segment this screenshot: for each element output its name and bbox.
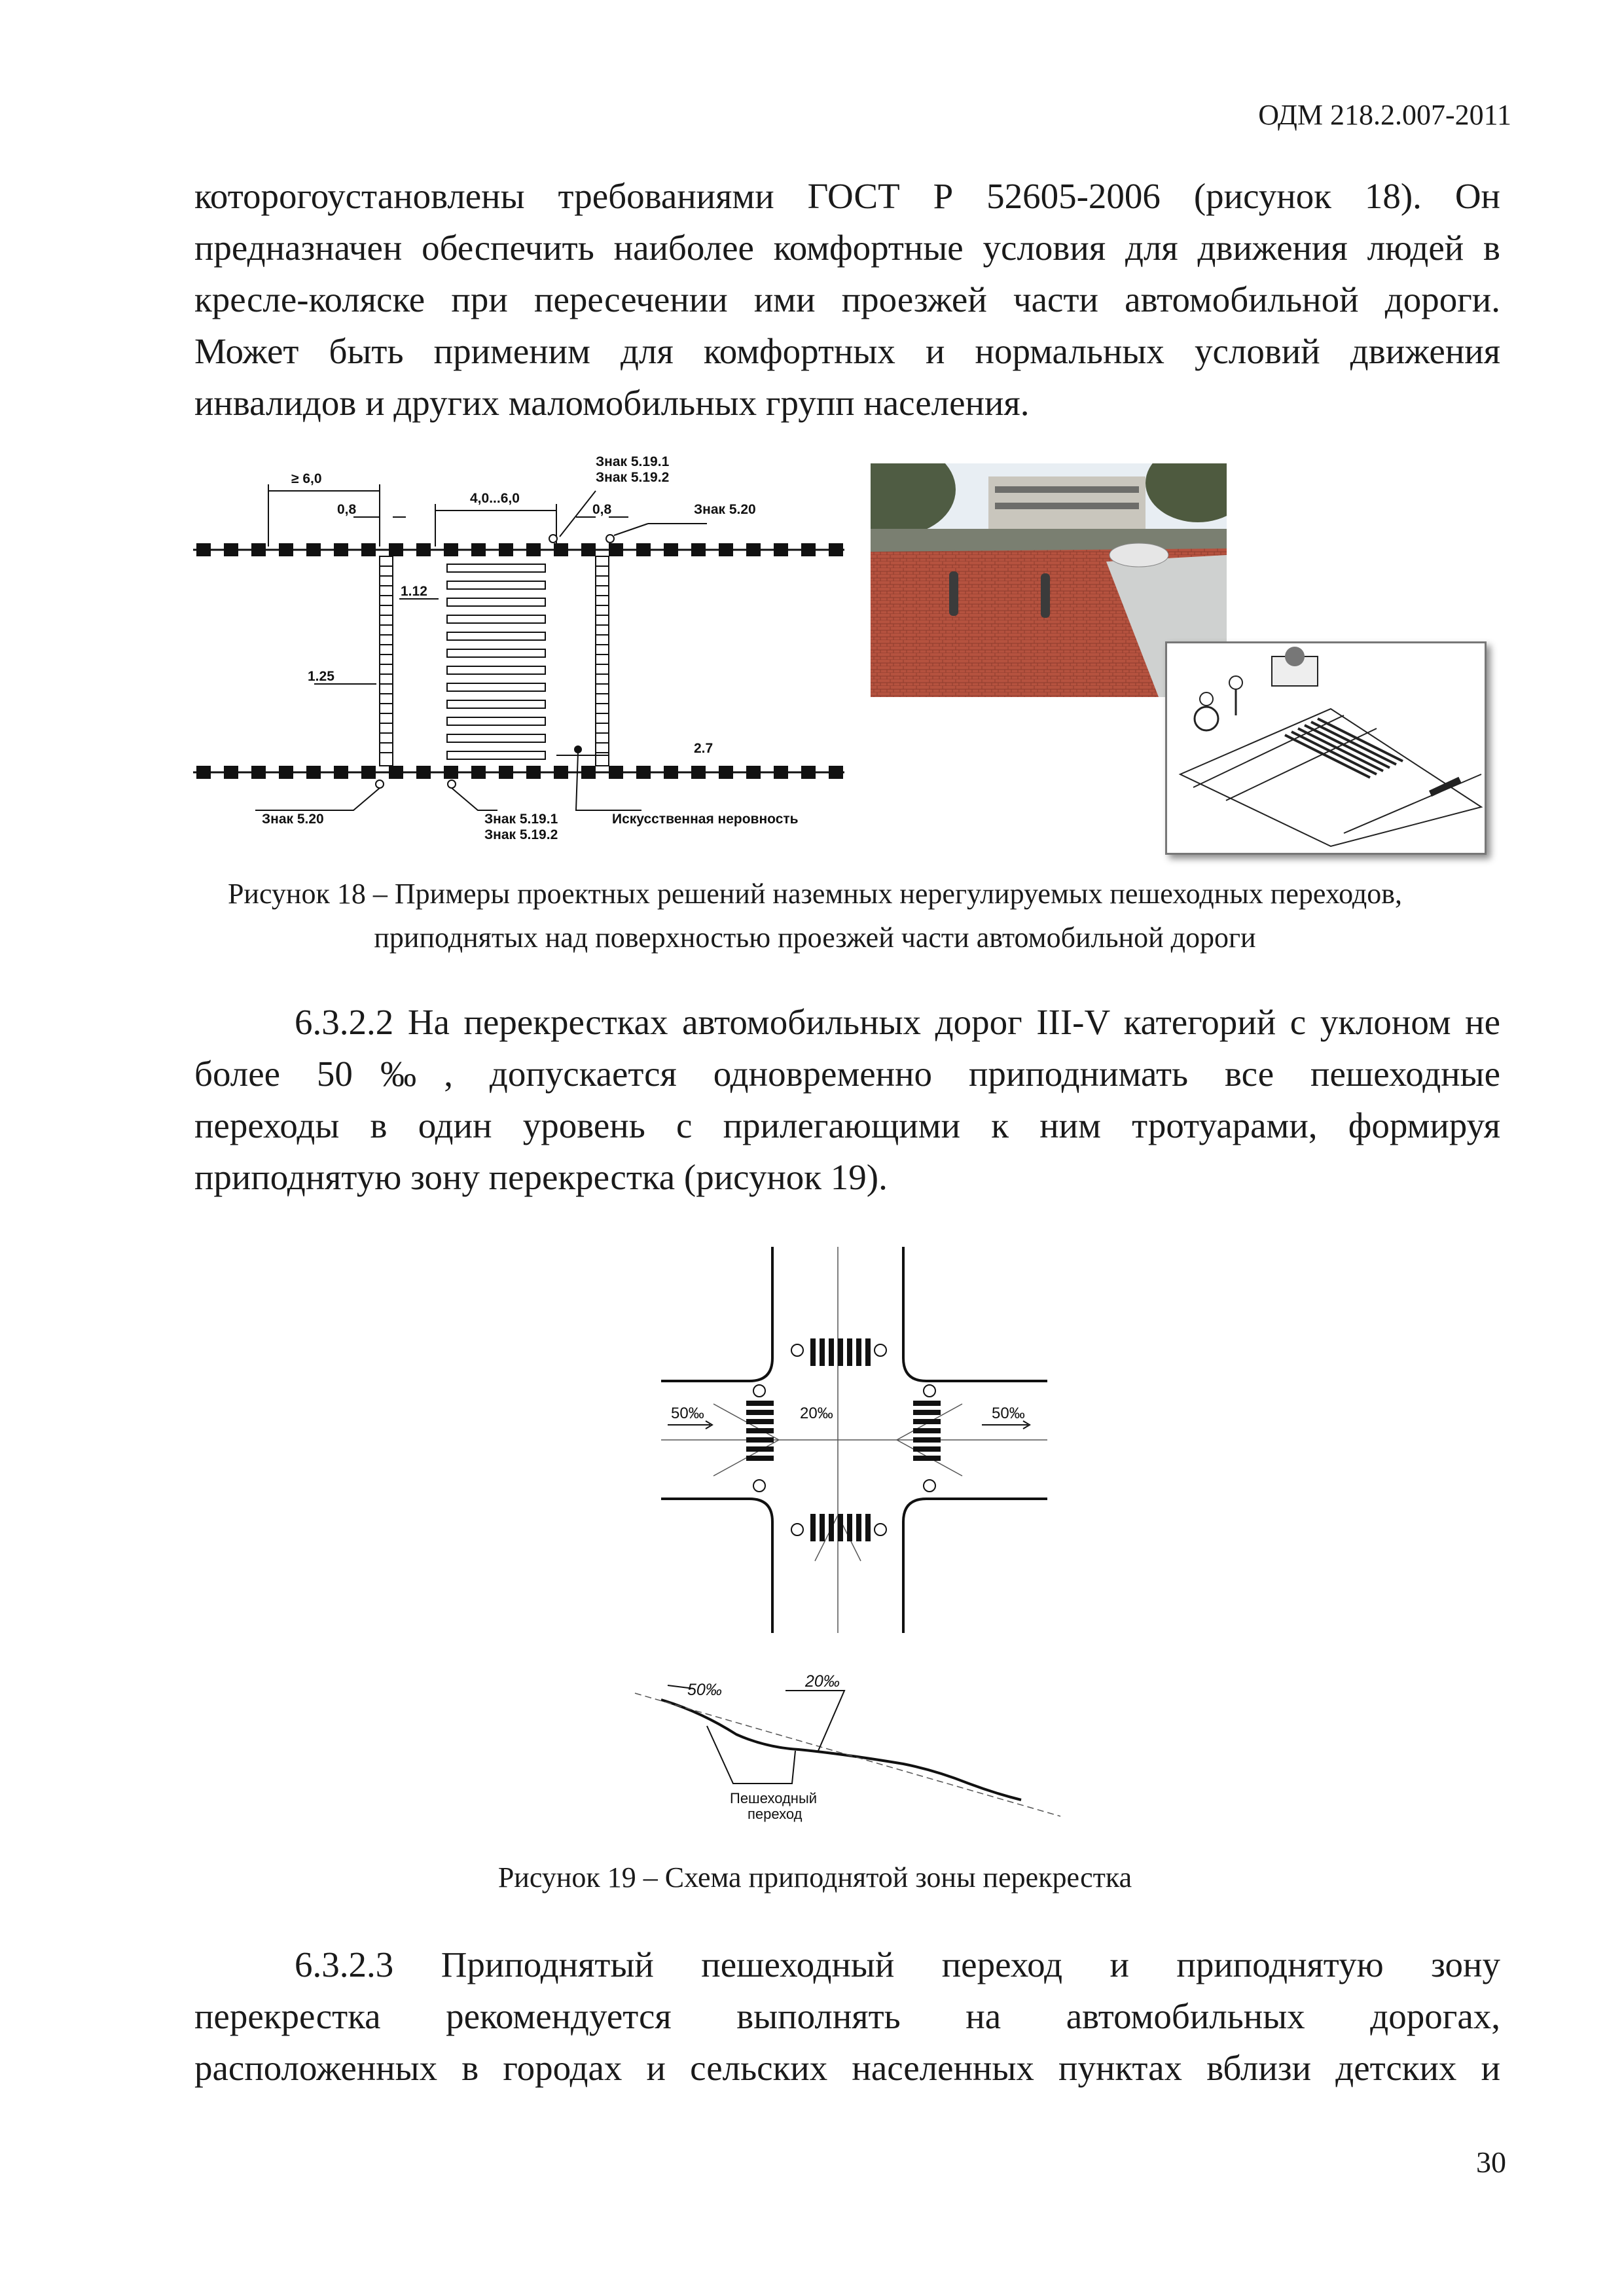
paragraph-line: 6.3.2.3 Приподнятый пешеходный переход и приподнятую зону bbox=[295, 1945, 1500, 1984]
paragraph-line: перекрестка рекомендуется выполнять на автомобильных дорогах, bbox=[194, 1996, 1500, 2036]
paragraph-line: более 50‰, допускается одновременно приподнимать все пешеходные bbox=[194, 1054, 1500, 1094]
paragraph-1 bbox=[194, 170, 1500, 429]
label-mark-112: 1.12 bbox=[401, 584, 427, 599]
label-dim-right: 0,8 bbox=[592, 502, 612, 517]
label-dim-left: 0,8 bbox=[337, 502, 357, 517]
label-profile-crossing-1: Пешеходный bbox=[730, 1790, 818, 1806]
label-sign-bottom-1: Знак 5.19.1 bbox=[484, 812, 558, 827]
left-ramp-marking bbox=[380, 556, 393, 766]
page-number: 30 bbox=[1476, 2145, 1506, 2179]
right-ramp-marking bbox=[596, 556, 609, 766]
label-profile-50: 50‰ bbox=[687, 1681, 722, 1699]
label-dim-width: ≥ 6,0 bbox=[291, 471, 322, 486]
paragraph-line: приподнятую зону перекрестка (рисунок 19). bbox=[194, 1157, 888, 1197]
label-sign-bottom-2: Знак 5.19.2 bbox=[484, 827, 558, 842]
label-profile-20: 20‰ bbox=[805, 1672, 840, 1691]
label-sign-bottom-520: Знак 5.20 bbox=[262, 812, 324, 827]
intersection-plan-diagram bbox=[655, 1247, 1060, 1672]
label-artificial-bump: Искусственная неровность bbox=[612, 812, 799, 827]
intersection-profile-diagram bbox=[628, 1666, 1074, 1829]
paragraph-line: инвалидов и других маломобильных групп населения. bbox=[194, 383, 1030, 423]
label-slope-center: 20‰ bbox=[800, 1405, 833, 1422]
label-sign-top-520: Знак 5.20 bbox=[694, 502, 756, 517]
label-profile-crossing-2: переход bbox=[748, 1806, 803, 1822]
caption-line: приподнятых над поверхностью проезжей части автомобильной дороги bbox=[374, 922, 1256, 954]
paragraph-3 bbox=[194, 1939, 1500, 2094]
paragraph-line: которогоустановлены требованиями ГОСТ Р 52605-2006 (рисунок 18). Он bbox=[194, 176, 1500, 216]
label-mark-27: 2.7 bbox=[694, 741, 713, 756]
isometric-illustration bbox=[1167, 643, 1485, 853]
zebra-crossing bbox=[447, 564, 545, 759]
label-slope-right: 50‰ bbox=[992, 1405, 1025, 1422]
crossing-isometric bbox=[1165, 641, 1487, 855]
paragraph-line: переходы в один уровень с прилегающими к ним тротуарами, формируя bbox=[194, 1105, 1500, 1145]
label-dim-crossing: 4,0...6,0 bbox=[470, 491, 520, 506]
paragraph-line: Может быть применим для комфортных и нормальных условий движения bbox=[194, 331, 1500, 371]
figure-19-caption: Рисунок 19 – Схема приподнятой зоны перекрестка bbox=[497, 1861, 1132, 1893]
figure-18-caption bbox=[164, 872, 1466, 960]
label-slope-left: 50‰ bbox=[671, 1405, 704, 1422]
paragraph-2 bbox=[194, 996, 1500, 1203]
crossing-plan-diagram bbox=[190, 452, 851, 857]
label-sign-top-1: Знак 5.19.1 bbox=[596, 454, 670, 469]
caption-line: Рисунок 18 – Примеры проектных решений наземных нерегулируемых пешеходных переходов, bbox=[227, 878, 1403, 910]
paragraph-line: расположенных в городах и сельских населенных пунктах вблизи детских и bbox=[194, 2048, 1500, 2088]
label-mark-125: 1.25 bbox=[308, 669, 334, 684]
paragraph-line: 6.3.2.2 На перекрестках автомобильных дорог III-V категорий с уклоном не bbox=[295, 1002, 1500, 1042]
label-sign-top-2: Знак 5.19.2 bbox=[596, 470, 670, 485]
paragraph-line: предназначен обеспечить наиболее комфортные условия для движения людей в bbox=[194, 228, 1500, 268]
document-code: ОДМ 218.2.007-2011 bbox=[1258, 99, 1511, 131]
paragraph-line: кресле-коляске при пересечении ими проезжей части автомобильной дороги. bbox=[194, 279, 1500, 319]
